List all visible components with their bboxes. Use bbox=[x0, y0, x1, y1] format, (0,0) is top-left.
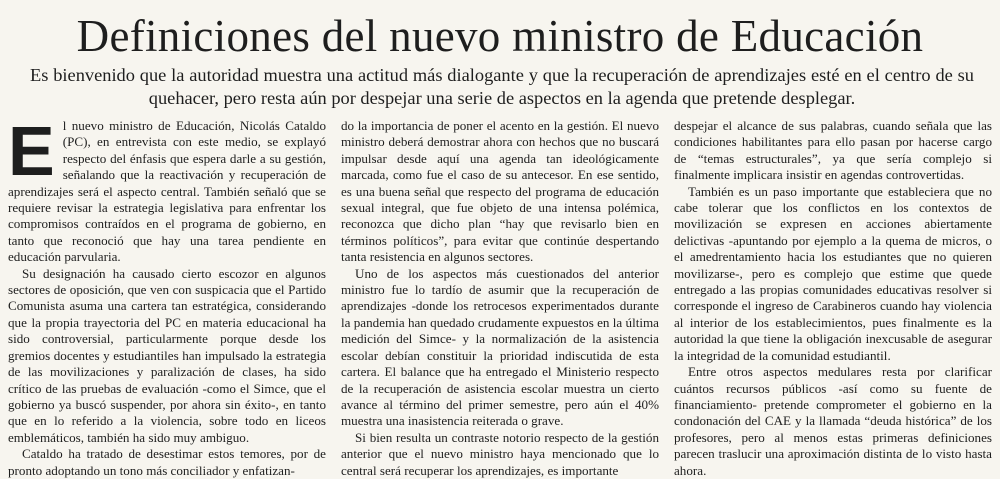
drop-cap: E bbox=[8, 112, 55, 190]
body-columns bbox=[8, 112, 992, 478]
paragraph: do la importancia de poner el acento en la gestión. El nuevo ministro deberá demostrar ahora con hechos que no buscará impulsar desde aquí una agenda tan ideológicamente marcada, como fue el caso de su antecesor. En ese sentido, es una buena señal que respecto del programa de educación sexual integral, que fue objeto de una intensa polémica, reconozca que dicho plan “hay que revisarlo bien en términos políticos”, para evitar que continúe despertando tanta resistencia en algunos sectores. bbox=[341, 118, 659, 265]
paragraph: También es un paso importante que estableciera que no cabe tolerar que los conflictos en los contextos de movilización se expresen en acciones abiertamente delictivas -apuntando por ejemplo a la quema de micros, o el amedrentamiento hacia los estudiantes que no quieren movilizarse-, pero es complejo que estime que quede entregado a las propias comunidades educativas resolver si corresponde el ingreso de Carabineros cuando hay violencia al interior de los establecimientos, pues finalmente es la autoridad la que tiene la obligación inexcusable de asegurar la integridad de la comunidad estudiantil. bbox=[674, 183, 992, 363]
column-1 bbox=[8, 112, 326, 478]
paragraph: despejar el alcance de sus palabras, cuando señala que las condiciones habilitantes para ello pasan por hacerse cargo de “temas estructurales”, ya que sería complejo si finalmente implicara insistir en agendas controvertidas. bbox=[674, 118, 992, 183]
paragraph bbox=[8, 112, 326, 266]
paragraph: Si bien resulta un contraste notorio respecto de la gestión anterior que el nuevo ministro haya mencionado que lo central será recuperar los aprendizajes, es importante bbox=[341, 429, 659, 478]
paragraph: Su designación ha causado cierto escozor en algunos sectores de oposición, que ven con suspicacia que el Partido Comunista asuma una cartera tan estratégica, considerando que la propia trayectoria del PC en materia educacional ha sido controversial, particularmente porque desde los gremios docentes y estudiantiles han impulsado la estrategia de las movilizaciones y paralización de clases, ha sido crítico de las pruebas de evaluación -como el Simce, que el gobierno ya buscó suspender, por ahora sin éxito-, en tanto que en lo referido a la violencia, sobre todo en liceos emblemáticos, también ha sido muy ambiguo. bbox=[8, 265, 326, 445]
column-3 bbox=[674, 118, 992, 478]
headline: Definiciones del nuevo ministro de Educación bbox=[76, 11, 924, 61]
paragraph: Entre otros aspectos medulares resta por clarificar cuántos recursos públicos -así como su fuente de financiamiento- pretende comprometer el gobierno en la condonación del CAE y la llamada “deuda histórica” de los profesores, pero al menos estas primeras definiciones parecen traslucir una aproximación distinta de lo visto hasta ahora. bbox=[674, 364, 992, 478]
deck: Es bienvenido que la autoridad muestra una actitud más dialogante y que la recuperación de aprendizajes esté en el centro de su quehacer, pero resta aún por despejar una serie de aspectos en la agenda que pretende desplegar. bbox=[30, 65, 974, 108]
paragraph: Uno de los aspectos más cuestionados del anterior ministro fue lo tardío de asumir que la recuperación de aprendizajes -donde los retrocesos experimentados durante la pandemia han quedado crudamente expuestos en la última medición del Simce- y la normalización de la asistencia escolar debían constituir la prioridad indiscutida de esta cartera. El balance que ha entregado el Ministerio respecto de la recuperación de asistencia escolar muestra un cierto avance al término del primer semestre, pero aún el 40% muestra una inasistencia reiterada o grave. bbox=[341, 265, 659, 429]
column-2 bbox=[341, 118, 659, 478]
paragraph-text: l nuevo ministro de Educación, Nicolás Cataldo (PC), en entrevista con este medio, se explayó respecto del énfasis que espera darle a su gestión, señalando que la reactivación y recuperación de aprendizajes será el aspecto central. También señaló que se requiere revisar la estrategia legislativa para enfrentar los compromisos contraídos en el programa de gobierno, en tanto que reconoció que hay una tarea pendiente en educación parvularia. bbox=[8, 118, 326, 265]
paragraph: Cataldo ha tratado de desestimar estos temores, por de pronto adoptando un tono más conciliador y enfatizan- bbox=[8, 446, 326, 478]
